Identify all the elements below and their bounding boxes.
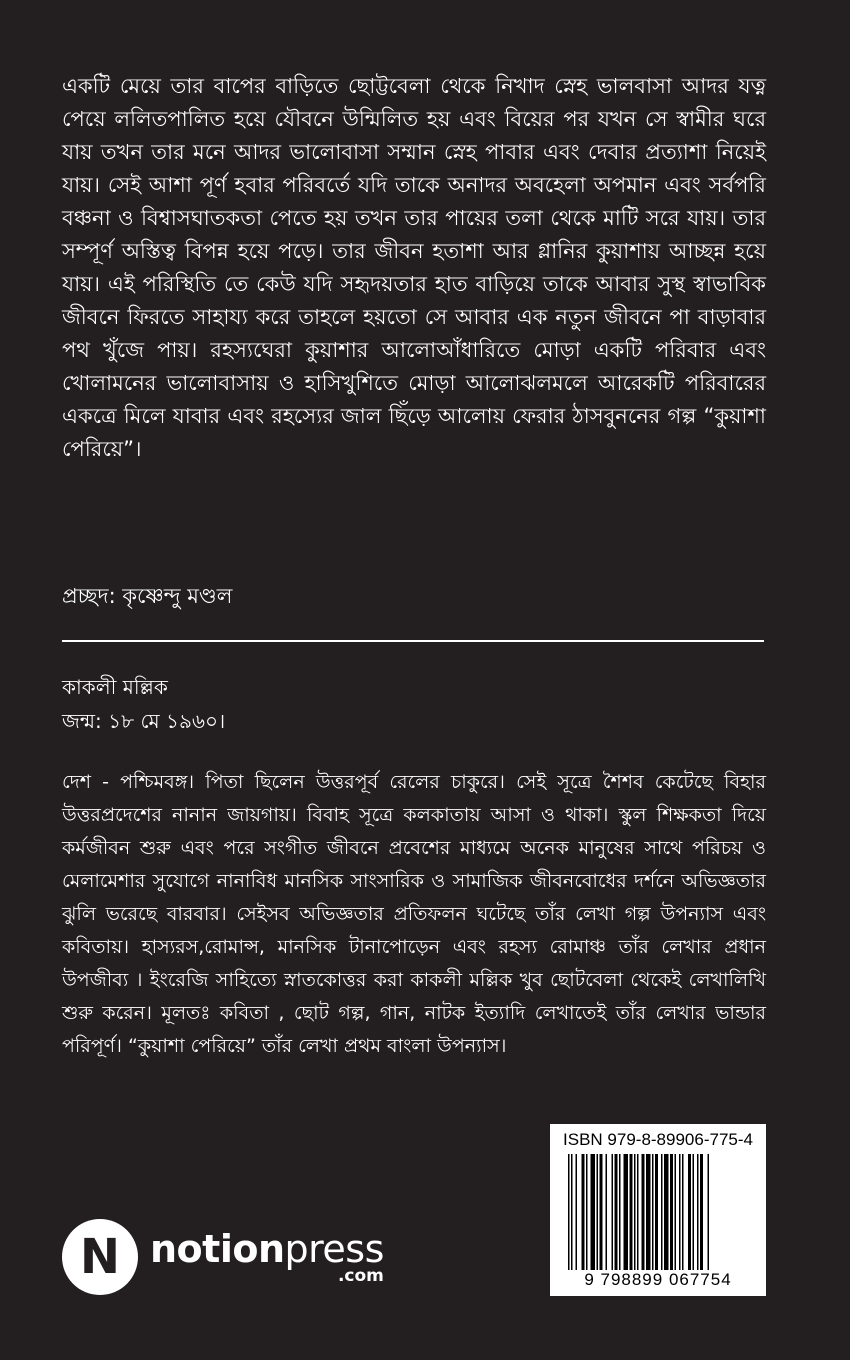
barcode-bar — [652, 1154, 654, 1270]
section-divider — [62, 640, 764, 642]
barcode-bar — [661, 1154, 663, 1270]
barcode-bar — [586, 1154, 588, 1270]
barcode-bar — [576, 1154, 578, 1270]
barcode-bar — [612, 1154, 614, 1270]
logo-word — [150, 1226, 384, 1271]
barcode-bars — [566, 1154, 752, 1270]
logo-wordmark — [150, 1226, 384, 1286]
barcode-digits: 9 798899 067754 — [584, 1270, 732, 1289]
barcode-bar — [591, 1154, 596, 1270]
logo-n-icon: N — [62, 1219, 138, 1295]
barcode-bar — [642, 1154, 645, 1270]
barcode-bar — [615, 1154, 618, 1270]
isbn-label: ISBN 979-8-89906-775-4 — [563, 1130, 753, 1149]
publisher-logo — [62, 1218, 422, 1296]
blurb-text: একটি মেয়ে তার বাপের বাড়িতে ছোট্টবেলা থেকে নিখাদ স্নেহ ভালবাসা আদর যত্ন পেয়ে ললিতপালিত হয়ে যৌবনে উন্মিলিত হয় এবং বিয়ের পর যখন সে স্বামীর ঘরে যায় তখন তার মনে আদর ভালোবাসা সম্মান স্নেহ পাবার এবং দেবার প্রত্যাশা নিয়েই যায়। সেই আশা পূর্ণ হবার পরিবর্তে যদি তাকে অনাদর অবহেলা অপমান এবং সর্বপরি বঞ্চনা ও বিশ্বাসঘাতকতা পেতে হয় তখন তার পায়ের তলা থেকে মাটি সরে যায়। তার সম্পূর্ণ অস্তিত্ব বিপন্ন হয়ে পড়ে। তার জীবন হতাশা আর গ্লানির কুয়াশায় আচ্ছন্ন হয়ে যায়। এই পরিস্থিতি তে কেউ যদি সহৃদয়তার হাত বাড়িয়ে তাকে আবার সুস্থ স্বাভাবিক জীবনে ফিরতে সাহায্য করে তাহলে হয়তো সে আবার এক নতুন জীবনে পা বাড়াবার পথ খুঁজে পায়। রহস্যঘেরা কুয়াশার আলোআঁধারিতে মোড়া একটি পরিবার এবং খোলামনের ভালোবাসায় ও হাসিখুশিতে মোড়া আলোঝলমলে আরেকটি পরিবারের একত্রে মিলে যাবার এবং রহস্যের জাল ছিঁড়ে আলোয় ফেরার ঠাসবুননের গল্প “কুয়াশা পেরিয়ে”। — [62, 74, 766, 461]
barcode-bar — [606, 1154, 608, 1270]
barcode-bar — [571, 1154, 573, 1270]
barcode-bar — [697, 1154, 699, 1270]
barcode-bar — [675, 1154, 677, 1270]
barcode-bar — [634, 1154, 636, 1270]
barcode-bar — [688, 1154, 691, 1270]
author-bio: দেশ - পশ্চিমবঙ্গ। পিতা ছিলেন উত্তরপূর্ব রেলের চাকুরে। সেই সূত্রে শৈশব কেটেছে বিহার উত্তরপ্রদেশের নানান জায়গায়। বিবাহ সূত্রে কলকাতায় আসা ও থাকা। স্কুল শিক্ষকতা দিয়ে কর্মজীবন শুরু এবং পরে সংগীত জীবনে প্রবেশের মাধ্যমে অনেক মানুষের সাথে পরিচয় ও মেলামেশার সুযোগে নানাবিধ মানসিক সাংসারিক ও সামাজিক জীবনবোধের দর্শনে অভিজ্ঞতার ঝুলি ভরেছে বারবার। সেইসব অভিজ্ঞতার প্রতিফলন ঘটেছে তাঁর লেখা গল্প উপন্যাস এবং কবিতায়। হাস্যরস,রোমান্স, মানসিক টানাপোড়েন এবং রহস্য রোমাঞ্চ তাঁর লেখার প্রধান উপজীব্য । ইংরেজি সাহিত্যে স্নাতকোত্তর করা কাকলী মল্লিক খুব ছোটবেলা থেকেই লেখালিখি শুরু করেন। মূলতঃ কবিতা , ছোট গল্প, গান, নাটক ইত্যাদি লেখাতেই তাঁর লেখার ভান্ডার পরিপূর্ণ। “কুয়াশা পেরিয়ে” তাঁর লেখা প্রথম বাংলা উপন্যাস। — [62, 771, 766, 1057]
barcode-bar — [619, 1154, 621, 1270]
barcode-bar — [637, 1154, 639, 1270]
barcode-bar — [682, 1154, 684, 1270]
logo-suffix: .com — [337, 1265, 384, 1286]
barcode-bar — [568, 1154, 570, 1270]
logo-word-bold: notion — [150, 1226, 285, 1271]
logo-word-regular: press — [284, 1226, 384, 1271]
barcode-bar — [700, 1154, 703, 1270]
barcode-bar — [679, 1154, 681, 1270]
barcode-bar — [597, 1154, 599, 1270]
barcode-bar — [646, 1154, 651, 1270]
barcode-box — [550, 1124, 766, 1296]
author-birth: জন্ম: ১৮ মে ১৯৬০। — [62, 709, 226, 733]
barcode-bar — [664, 1154, 669, 1270]
barcode-bar — [693, 1154, 695, 1270]
barcode-bar — [600, 1154, 603, 1270]
barcode-bar — [624, 1154, 629, 1270]
barcode-bar — [670, 1154, 673, 1270]
barcode-bar — [630, 1154, 633, 1270]
barcode-bar — [655, 1154, 658, 1270]
cover-credit: প্রচ্ছদ: কৃষ্ণেন্দু মণ্ডল — [62, 584, 233, 608]
barcode-bar — [708, 1154, 710, 1270]
barcode-bar — [582, 1154, 585, 1270]
author-name: কাকলী মল্লিক — [62, 675, 168, 699]
